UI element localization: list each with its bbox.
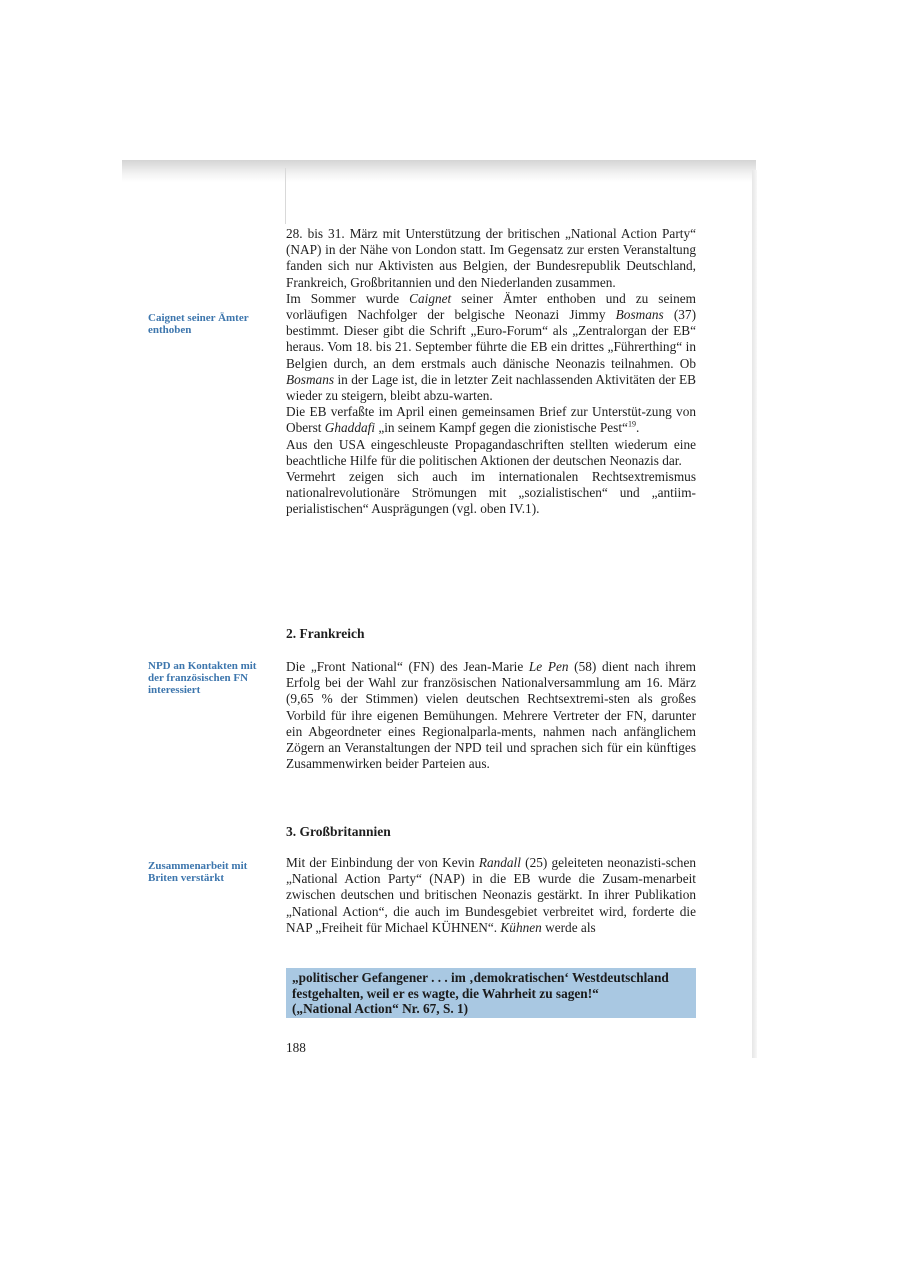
section-heading-frankreich: 2. Frankreich <box>286 626 365 641</box>
paragraph: Die „Front National“ (FN) des Jean-Marie Le Pen (58) dient nach ihrem Erfolg bei der Wahl zur französischen Nationalversammlung am 16. März (9,65 % der Stimmen) vielen deutschen Rechtsextremi-sten als großes Vorbild für ihre eigenen Bemühungen. Mehrere Vertreter der FN, darunter ein Abgeordneter eines Regionalparla-ments, nahmen nach anfänglichem Zögern an Veranstaltungen der NPD teil und sprachen sich für ein künftiges Zusammenwirken beider Parteien aus. <box>286 659 696 772</box>
page-edge-shadow <box>122 160 756 182</box>
quote-source: („National Action“ Nr. 67, S. 1) <box>292 1001 469 1016</box>
person-name: Randall <box>478 855 521 870</box>
paragraph: Aus den USA eingeschleuste Propagandaschriften stellten wiederum eine beachtliche Hilfe für die politischen Aktionen der deutschen Neonazis dar. <box>286 436 696 468</box>
quote-box <box>286 968 696 1018</box>
margin-note-npd: NPD an Kontakten mit der französischen FN interessiert <box>148 660 257 696</box>
scan-gutter-line <box>285 168 286 224</box>
quote-text: „politischer Gefangener . . . im ‚demokratischen‘ Westdeutschland festgehalten, weil er es wagte, die Wahrheit zu sagen!“ <box>292 970 669 1001</box>
person-name: Bosmans <box>286 371 335 387</box>
intro-text-block <box>286 226 696 518</box>
person-name: Kühnen <box>500 919 542 935</box>
page-number: 188 <box>286 1040 306 1055</box>
grossbritannien-text-block <box>286 855 696 936</box>
paragraph: 28. bis 31. März mit Unterstützung der britischen „National Action Party“ (NAP) in der Nähe von London statt. Im Gegensatz zur ersten Veranstaltung fanden sich nur Aktivisten aus Belgien, der Bundesrepublik Deutschland, Frankreich, Großbritannien und den Niederlanden zusammen. <box>286 226 696 290</box>
margin-note-briten: Zusammenarbeit mit Briten verstärkt <box>148 860 248 884</box>
person-name: Bosmans <box>615 307 664 323</box>
margin-note-caignet: Caignet seiner Ämter enthoben <box>148 312 249 336</box>
footnote-marker: 19 <box>627 420 636 430</box>
paragraph: Mit der Einbindung der von Kevin Randall (25) geleiteten neonazisti-schen „National Action Party“ (NAP) in die EB wurde die Zusam-menarbeit zwischen deutschen und britischen Neonazis gestärkt. In ihrer Publikation „National Action“, die auch im Bundesgebiet verbreitet wird, forderte die NAP „Freiheit für Michael KÜHNEN“. Kühnen werde als <box>286 855 696 935</box>
section-heading-grossbritannien: 3. Großbritannien <box>286 824 391 839</box>
paragraph: Die EB verfaßte im April einen gemeinsamen Brief zur Unterstüt-zung von Oberst Ghaddafi „in seinem Kampf gegen die zionistische Pest“$^{19}$. <box>286 404 696 436</box>
person-name: Le Pen <box>528 659 569 674</box>
paragraph: Im Sommer wurde Caignet seiner Ämter enthoben und zu seinem vorläufigen Nachfolger der belgische Neonazi Jimmy Bosmans (37) bestimmt. Dieser gibt die Schrift „Euro-Forum“ als „Zentralorgan der EB“ heraus. Vom 18. bis 21. September führte die EB ein drittes „Führerthing“ in Belgien durch, an dem erstmals auch dänische Neonazis teilnahmen. Ob Bosmans in der Lage ist, die in letzter Zeit nachlassenden Aktivitäten der EB wieder zu steigern, bleibt abzu-warten. <box>286 290 697 404</box>
person-name: Ghaddafi <box>324 420 376 436</box>
page-edge-right <box>752 170 757 1058</box>
paragraph: Vermehrt zeigen sich auch im internationalen Rechtsextremismus nationalrevolutionäre Strömungen mit „sozialistischen“ und „antiim-perialistischen“ Ausprägungen (vgl. oben IV.1). <box>286 469 696 517</box>
frankreich-text-block <box>286 659 696 772</box>
person-name: Caignet <box>409 290 452 306</box>
